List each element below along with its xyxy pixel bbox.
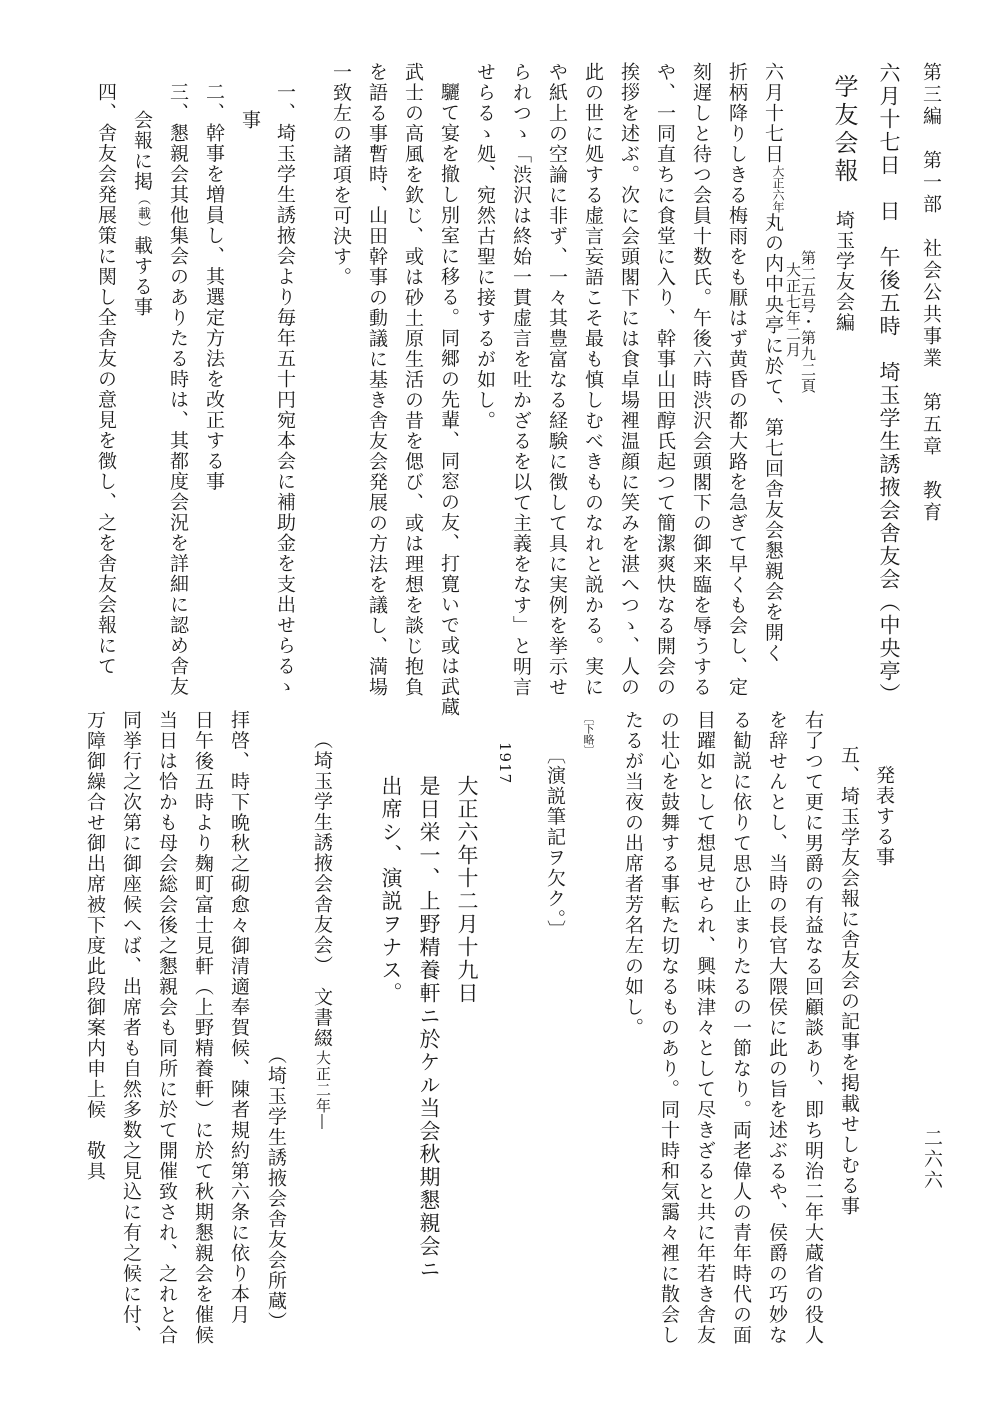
resolution-item-cont: [132, 110, 151, 318]
para-line: を語る事暫時、山田幹事の動議に基き舎友会発展の方法を議し、満場: [366, 62, 388, 698]
para-line: 武士の高風を欽じ、或は砂土原生活の昔を偲び、或は理想を談じ抱負: [402, 62, 424, 698]
resolution-item: 五、埼玉学友会報に舎友会の記事を掲載せしむる事: [838, 745, 860, 1217]
para-line: 目躍如として想見せられ、興味津々として尽きざると共に年若き舎友: [694, 710, 716, 1346]
resolution-item-cont: 事: [239, 110, 261, 131]
para-line: 驪て宴を撤し別室に移る。同郷の先輩、同窓の友、打寛いで或は武蔵: [438, 82, 460, 718]
para-line: 刻遅しと待つ会員十数氏。午後六時渋沢会頭閣下の御来臨を辱うする: [690, 62, 712, 698]
event-note: 〔演説筆記ヲ欠ク。〕: [544, 745, 566, 941]
para-line: 此の世に処する虚言妄語こそ最も慎しむべきものなれと説かる。実に: [582, 62, 604, 698]
resolution-item: 二、幹事を増員し、其選定方法を改正する事: [203, 82, 225, 492]
para-line: たるが当夜の出席者芳名左の如し。: [622, 710, 644, 1038]
resolution-text: 載する事: [131, 235, 153, 318]
para-line: 右了つて更に男爵の有益なる回顧談あり、即ち明治二年大蔵省の役人: [802, 710, 824, 1346]
source-issue: 第二五号・第九二頁: [799, 250, 817, 394]
omission-note: 〔下略〕: [582, 712, 595, 756]
letter-line: 拝啓、時下晩秋之砌愈々御清適奉賀候、陳者規約第六条に依り本月: [228, 710, 250, 1325]
para-line: 挨拶を述ぶ。次に会頭閣下には食卓場裡温顔に笑みを湛へつゝ、人の: [618, 62, 640, 698]
para-date: 六月十七日: [762, 62, 784, 165]
para-text: 丸の内中央亭に於て、第七回舎友会懇親会を開く: [762, 212, 784, 664]
para-line: られつゝ「渋沢は終始一貫虚言を吐かざるを以て主義をなす」と明言: [510, 62, 532, 698]
resolution-item: 四、舎友会発展策に関し全舎友の意見を徴し、之を舎友会報にて: [95, 82, 117, 677]
resolution-text: 会報に掲: [131, 110, 153, 192]
letter-line: 当日は恰かも母会総会後之懇親会も同所に於て開催致され、之れと合: [156, 710, 178, 1346]
para-line: [763, 62, 784, 664]
running-header: 第三編 第一部 社会公共事業 第五章 教育: [920, 62, 942, 524]
resolution-item: 一、埼玉学生誘掖会より毎年五十円宛本会に補助金を支出せらるゝ: [274, 82, 296, 697]
resolution-item: 三、懇親会其他集会のありたる時は、其都度会況を詳細に認め舎友: [167, 82, 189, 697]
era-note-bottom: 六年: [771, 188, 785, 213]
para-line: せらるゝ処、宛然古聖に接するが如し。: [474, 62, 496, 431]
resolution-item-cont: 発表する事: [873, 765, 895, 868]
letter-line: 万障御繰合せ御出席被下度此段御案内申上候 敬具: [84, 710, 106, 1182]
editorial-note: （載）: [135, 192, 150, 236]
letter-source-year: 大正二年―: [314, 1050, 332, 1130]
para-line: を辞せんとし、当時の長官大隈侯に此の旨を述ぶるや、侯爵の巧妙な: [766, 710, 788, 1346]
letter-source: （埼玉学生誘掖会舎友会） 文書綴: [311, 730, 333, 1049]
letter-line: 日午後五時より麹町富士見軒（上野精養軒）に於て秋期懇親会を催候: [192, 710, 214, 1346]
source-name: 学友会報: [830, 74, 858, 186]
source-date: 大正七年二月: [784, 262, 802, 358]
para-line: や、一同直ちに食堂に入り、幹事山田醇氏起つて簡潔爽快なる開会の: [654, 62, 676, 698]
page-number: 二六六: [921, 1128, 943, 1191]
letter-holder: （埼玉学生誘掖会舎友会所蔵）: [265, 1045, 287, 1332]
para-line: 一致左の諸項を可決す。: [330, 62, 352, 288]
event-date: 大正六年十二月十九日: [455, 775, 479, 1005]
letter-line: 同挙行之次第に御座候へば、出席者も自然多数之見込に有之候に付、: [120, 710, 142, 1346]
article-title: 六月十七日 日 午後五時 埼玉学生誘掖会舎友会（中央亭）: [877, 62, 901, 706]
para-line: る勧説に依りて思ひ止まりたるの一節なり。両老偉人の青年時代の面: [730, 710, 752, 1346]
event-text: 是日栄一、上野精養軒ニ於ケル当会秋期懇親会ニ: [417, 775, 441, 1281]
para-line: の壮心を鼓舞する事転た切なるものあり。同十時和気靄々裡に散会し: [658, 710, 680, 1346]
para-line: や紙上の空論に非ず、一々其豊富なる経験に徴して具に実例を挙示せ: [546, 62, 568, 698]
era-note-top: 大正: [771, 164, 785, 189]
para-line: 折柄降りしきる梅雨をも厭はず黄昏の都大路を急ぎて早くも会し、定: [726, 62, 748, 698]
source-editor: 埼玉学友会編: [833, 210, 855, 333]
era-note: [772, 165, 784, 213]
event-text: 出席シ、演説ヲナス。: [379, 775, 403, 1005]
year-label: 1917: [496, 742, 514, 785]
